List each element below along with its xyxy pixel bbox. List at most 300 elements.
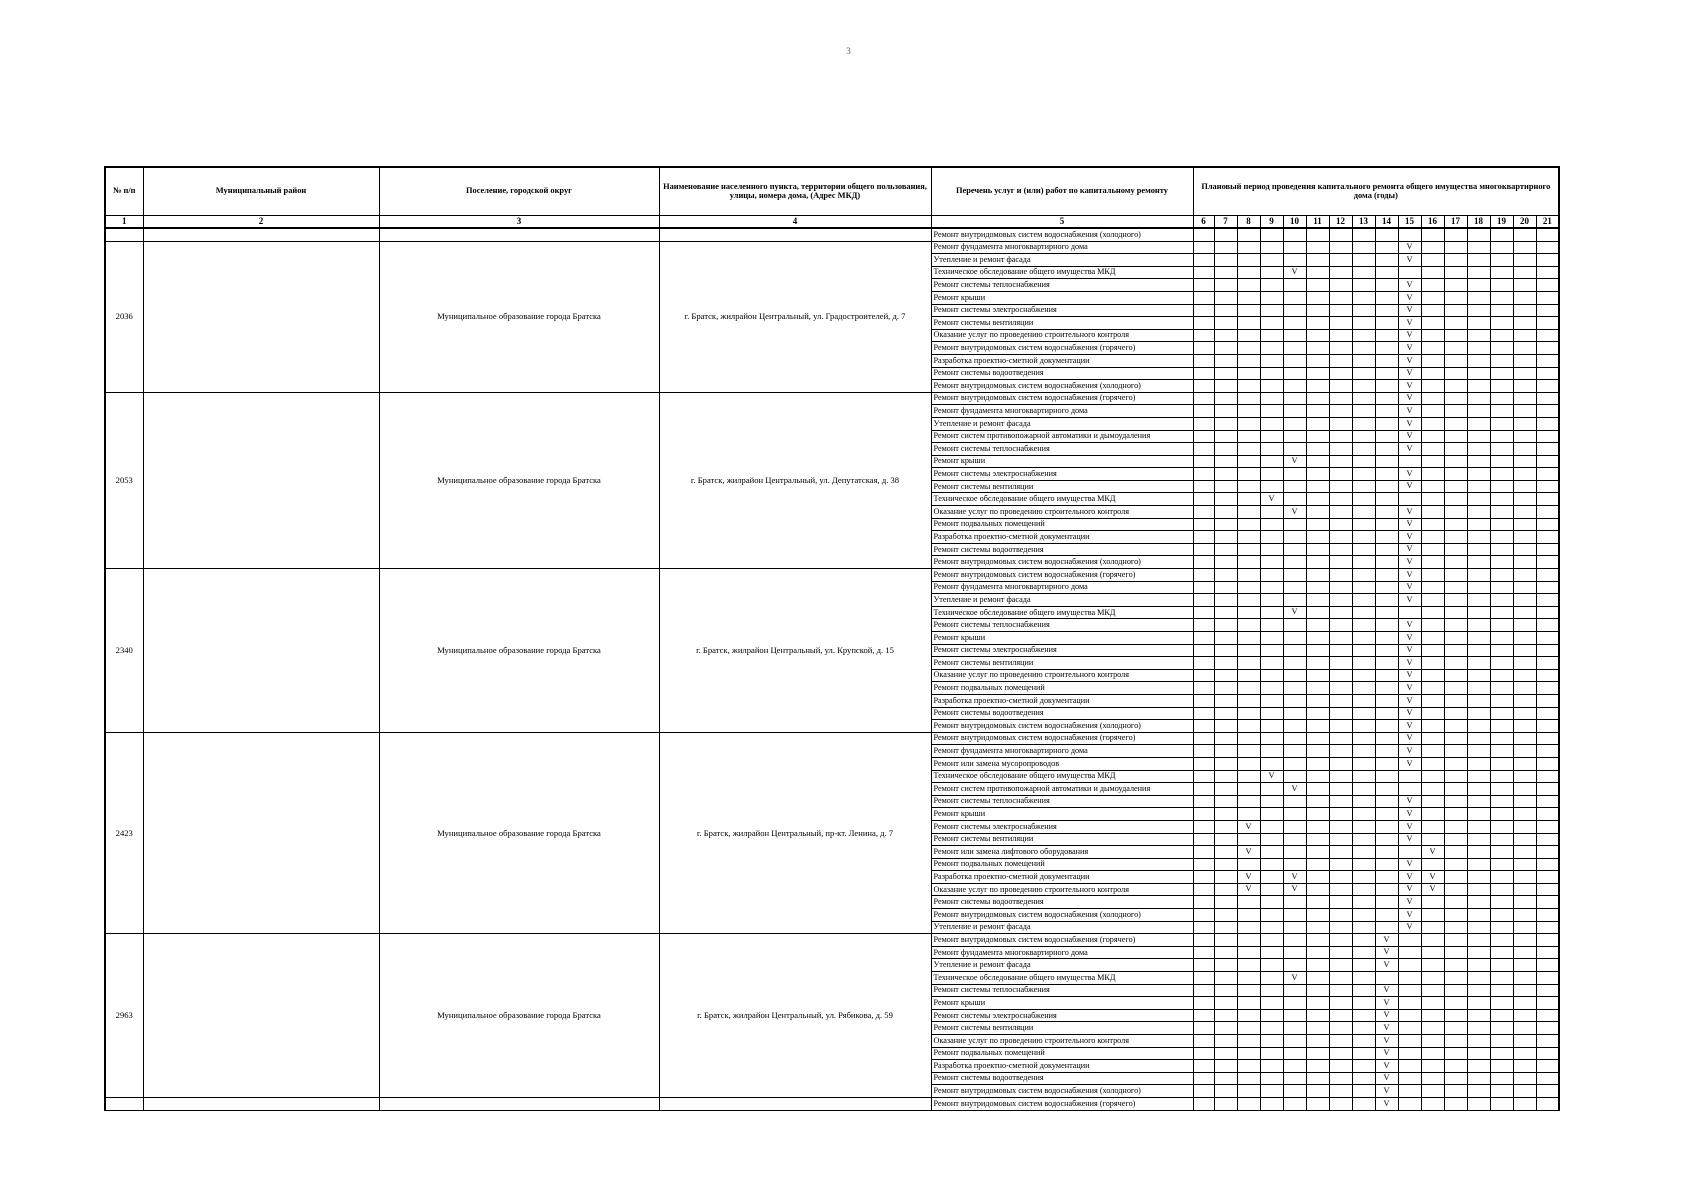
- year-cell-21: [1536, 506, 1559, 519]
- year-cell-19: [1490, 921, 1513, 934]
- year-cell-9: [1260, 745, 1283, 758]
- district-cell: [143, 392, 379, 568]
- year-cell-16: [1421, 795, 1444, 808]
- year-cell-20: [1513, 468, 1536, 481]
- year-cell-9: [1260, 632, 1283, 645]
- settlement-cell: [379, 1097, 659, 1110]
- year-cell-13: [1352, 543, 1375, 556]
- year-cell-6: [1193, 984, 1214, 997]
- year-cell-16: [1421, 1009, 1444, 1022]
- year-cell-18: [1467, 669, 1490, 682]
- year-cell-9: [1260, 304, 1283, 317]
- year-cell-11: [1306, 934, 1329, 947]
- year-cell-7: [1214, 443, 1237, 456]
- year-cell-7: [1214, 783, 1237, 796]
- year-cell-7: [1214, 228, 1237, 241]
- year-cell-21: [1536, 972, 1559, 985]
- year-cell-11: [1306, 304, 1329, 317]
- year-cell-14: [1375, 543, 1398, 556]
- year-cell-12: [1329, 984, 1352, 997]
- year-cell-20: [1513, 354, 1536, 367]
- year-cell-21: [1536, 644, 1559, 657]
- year-cell-8: [1237, 1047, 1260, 1060]
- year-cell-18: [1467, 329, 1490, 342]
- year-cell-15: [1398, 846, 1421, 859]
- year-cell-21: [1536, 984, 1559, 997]
- year-cell-20: [1513, 455, 1536, 468]
- year-cell-8: [1237, 342, 1260, 355]
- year-mark-9: V: [1260, 770, 1283, 783]
- work-item-cell: Ремонт системы теплоснабжения: [931, 984, 1193, 997]
- year-cell-13: [1352, 443, 1375, 456]
- col-header-address: Наименование населенного пункта, территории общего пользования, улицы, номера дома, (Адрес МКД): [659, 167, 931, 216]
- year-cell-20: [1513, 909, 1536, 922]
- year-cell-8: [1237, 1085, 1260, 1098]
- year-cell-20: [1513, 317, 1536, 330]
- year-mark-15: V: [1398, 304, 1421, 317]
- year-cell-19: [1490, 241, 1513, 254]
- year-cell-10: [1283, 405, 1306, 418]
- work-item-cell: Утепление и ремонт фасада: [931, 921, 1193, 934]
- year-cell-10: [1283, 254, 1306, 267]
- year-cell-12: [1329, 883, 1352, 896]
- work-item-cell: Ремонт внутридомовых систем водоснабжения (холодного): [931, 380, 1193, 393]
- year-cell-17: [1444, 581, 1467, 594]
- year-cell-7: [1214, 820, 1237, 833]
- year-cell-9: [1260, 443, 1283, 456]
- year-cell-18: [1467, 405, 1490, 418]
- year-cell-14: [1375, 506, 1398, 519]
- year-cell-6: [1193, 417, 1214, 430]
- year-cell-16: [1421, 468, 1444, 481]
- year-cell-21: [1536, 468, 1559, 481]
- year-cell-20: [1513, 405, 1536, 418]
- year-cell-17: [1444, 279, 1467, 292]
- year-cell-12: [1329, 946, 1352, 959]
- year-cell-14: [1375, 266, 1398, 279]
- year-cell-8: [1237, 644, 1260, 657]
- year-cell-18: [1467, 392, 1490, 405]
- year-cell-12: [1329, 1047, 1352, 1060]
- year-mark-15: V: [1398, 682, 1421, 695]
- year-cell-18: [1467, 720, 1490, 733]
- year-cell-7: [1214, 871, 1237, 884]
- year-cell-10: [1283, 392, 1306, 405]
- year-cell-15: [1398, 606, 1421, 619]
- work-item-cell: Утепление и ремонт фасада: [931, 254, 1193, 267]
- year-cell-11: [1306, 417, 1329, 430]
- year-cell-21: [1536, 732, 1559, 745]
- year-cell-19: [1490, 934, 1513, 947]
- work-item-cell: Оказание услуг по проведению строительного контроля: [931, 329, 1193, 342]
- year-cell-14: [1375, 455, 1398, 468]
- year-cell-7: [1214, 846, 1237, 859]
- year-cell-8: [1237, 455, 1260, 468]
- year-mark-14: V: [1375, 1035, 1398, 1048]
- year-cell-16: [1421, 367, 1444, 380]
- year-cell-15: [1398, 984, 1421, 997]
- work-item-cell: Ремонт системы вентиляции: [931, 480, 1193, 493]
- year-mark-14: V: [1375, 1072, 1398, 1085]
- year-cell-10: [1283, 657, 1306, 670]
- year-cell-8: [1237, 757, 1260, 770]
- year-cell-21: [1536, 858, 1559, 871]
- column-number-3: 3: [379, 216, 659, 229]
- year-cell-12: [1329, 342, 1352, 355]
- house-number-cell: [105, 1097, 143, 1110]
- address-cell: [659, 1097, 931, 1110]
- year-cell-16: [1421, 417, 1444, 430]
- year-cell-16: [1421, 984, 1444, 997]
- year-cell-11: [1306, 795, 1329, 808]
- year-cell-21: [1536, 279, 1559, 292]
- year-cell-16: [1421, 531, 1444, 544]
- year-cell-16: [1421, 972, 1444, 985]
- year-cell-21: [1536, 909, 1559, 922]
- year-cell-19: [1490, 228, 1513, 241]
- year-cell-17: [1444, 1085, 1467, 1098]
- year-cell-10: [1283, 896, 1306, 909]
- district-cell: [143, 228, 379, 241]
- year-cell-20: [1513, 682, 1536, 695]
- year-cell-8: [1237, 329, 1260, 342]
- year-cell-19: [1490, 997, 1513, 1010]
- year-cell-12: [1329, 569, 1352, 582]
- year-cell-21: [1536, 682, 1559, 695]
- year-cell-16: [1421, 1085, 1444, 1098]
- year-cell-18: [1467, 493, 1490, 506]
- year-cell-8: [1237, 569, 1260, 582]
- year-cell-12: [1329, 254, 1352, 267]
- year-cell-17: [1444, 720, 1467, 733]
- year-cell-10: [1283, 543, 1306, 556]
- column-number-11: 11: [1306, 216, 1329, 229]
- year-cell-12: [1329, 1072, 1352, 1085]
- year-cell-15: [1398, 946, 1421, 959]
- work-item-cell: Ремонт системы электроснабжения: [931, 1009, 1193, 1022]
- year-cell-17: [1444, 972, 1467, 985]
- year-cell-11: [1306, 808, 1329, 821]
- year-cell-18: [1467, 959, 1490, 972]
- year-cell-7: [1214, 367, 1237, 380]
- year-cell-19: [1490, 732, 1513, 745]
- year-cell-20: [1513, 506, 1536, 519]
- year-cell-21: [1536, 632, 1559, 645]
- year-cell-17: [1444, 707, 1467, 720]
- year-cell-19: [1490, 808, 1513, 821]
- year-cell-6: [1193, 455, 1214, 468]
- year-cell-16: [1421, 405, 1444, 418]
- year-cell-6: [1193, 493, 1214, 506]
- year-cell-21: [1536, 770, 1559, 783]
- year-mark-14: V: [1375, 959, 1398, 972]
- year-cell-11: [1306, 543, 1329, 556]
- year-cell-6: [1193, 594, 1214, 607]
- year-cell-20: [1513, 266, 1536, 279]
- year-cell-14: [1375, 820, 1398, 833]
- year-cell-19: [1490, 518, 1513, 531]
- year-cell-9: [1260, 342, 1283, 355]
- year-cell-12: [1329, 493, 1352, 506]
- year-cell-6: [1193, 820, 1214, 833]
- year-cell-20: [1513, 279, 1536, 292]
- year-mark-15: V: [1398, 518, 1421, 531]
- year-cell-9: [1260, 997, 1283, 1010]
- year-cell-13: [1352, 745, 1375, 758]
- year-cell-15: [1398, 770, 1421, 783]
- year-cell-19: [1490, 606, 1513, 619]
- year-mark-15: V: [1398, 367, 1421, 380]
- year-cell-9: [1260, 1060, 1283, 1073]
- year-cell-11: [1306, 254, 1329, 267]
- year-cell-12: [1329, 1035, 1352, 1048]
- year-cell-7: [1214, 266, 1237, 279]
- year-cell-7: [1214, 254, 1237, 267]
- year-cell-11: [1306, 1072, 1329, 1085]
- year-cell-6: [1193, 846, 1214, 859]
- year-cell-9: [1260, 959, 1283, 972]
- year-cell-6: [1193, 279, 1214, 292]
- year-cell-21: [1536, 896, 1559, 909]
- year-cell-13: [1352, 329, 1375, 342]
- year-cell-17: [1444, 795, 1467, 808]
- year-cell-13: [1352, 707, 1375, 720]
- year-cell-8: [1237, 694, 1260, 707]
- year-cell-6: [1193, 757, 1214, 770]
- year-cell-19: [1490, 1047, 1513, 1060]
- year-cell-20: [1513, 241, 1536, 254]
- year-cell-6: [1193, 506, 1214, 519]
- year-cell-21: [1536, 1060, 1559, 1073]
- year-cell-7: [1214, 518, 1237, 531]
- year-cell-9: [1260, 871, 1283, 884]
- year-cell-14: [1375, 329, 1398, 342]
- year-cell-19: [1490, 745, 1513, 758]
- year-cell-11: [1306, 846, 1329, 859]
- year-cell-7: [1214, 1085, 1237, 1098]
- year-cell-12: [1329, 619, 1352, 632]
- district-cell: [143, 1097, 379, 1110]
- year-cell-8: [1237, 946, 1260, 959]
- year-cell-13: [1352, 455, 1375, 468]
- house-number-cell: 2963: [105, 934, 143, 1098]
- year-mark-15: V: [1398, 921, 1421, 934]
- year-cell-20: [1513, 644, 1536, 657]
- year-cell-9: [1260, 972, 1283, 985]
- year-cell-17: [1444, 619, 1467, 632]
- year-cell-6: [1193, 1097, 1214, 1110]
- year-cell-13: [1352, 1085, 1375, 1098]
- year-cell-13: [1352, 1072, 1375, 1085]
- year-mark-15: V: [1398, 694, 1421, 707]
- year-cell-6: [1193, 531, 1214, 544]
- year-cell-21: [1536, 380, 1559, 393]
- year-cell-21: [1536, 317, 1559, 330]
- year-cell-12: [1329, 455, 1352, 468]
- year-mark-15: V: [1398, 254, 1421, 267]
- year-cell-11: [1306, 833, 1329, 846]
- work-item-cell: Ремонт системы водоотведения: [931, 1072, 1193, 1085]
- year-cell-17: [1444, 946, 1467, 959]
- settlement-cell: Муниципальное образование города Братска: [379, 241, 659, 392]
- year-cell-10: [1283, 581, 1306, 594]
- year-cell-17: [1444, 871, 1467, 884]
- year-cell-6: [1193, 732, 1214, 745]
- year-cell-8: [1237, 972, 1260, 985]
- year-cell-14: [1375, 354, 1398, 367]
- year-cell-9: [1260, 694, 1283, 707]
- year-cell-8: [1237, 543, 1260, 556]
- year-cell-9: [1260, 380, 1283, 393]
- year-mark-15: V: [1398, 619, 1421, 632]
- year-cell-9: [1260, 317, 1283, 330]
- year-cell-12: [1329, 531, 1352, 544]
- year-cell-12: [1329, 934, 1352, 947]
- year-cell-19: [1490, 795, 1513, 808]
- address-cell: г. Братск, жилрайон Центральный, ул. Крупской, д. 15: [659, 569, 931, 733]
- year-cell-12: [1329, 405, 1352, 418]
- year-cell-20: [1513, 480, 1536, 493]
- year-cell-11: [1306, 682, 1329, 695]
- year-cell-20: [1513, 732, 1536, 745]
- year-cell-17: [1444, 846, 1467, 859]
- year-cell-20: [1513, 329, 1536, 342]
- year-cell-8: [1237, 279, 1260, 292]
- year-cell-10: [1283, 820, 1306, 833]
- work-item-cell: Техническое обследование общего имущества МКД: [931, 972, 1193, 985]
- year-cell-6: [1193, 291, 1214, 304]
- district-cell: [143, 569, 379, 733]
- year-cell-13: [1352, 1047, 1375, 1060]
- year-cell-16: [1421, 770, 1444, 783]
- year-cell-18: [1467, 518, 1490, 531]
- year-cell-10: [1283, 946, 1306, 959]
- year-cell-14: [1375, 644, 1398, 657]
- year-cell-17: [1444, 455, 1467, 468]
- year-cell-16: [1421, 380, 1444, 393]
- year-cell-19: [1490, 909, 1513, 922]
- year-cell-20: [1513, 342, 1536, 355]
- year-cell-18: [1467, 745, 1490, 758]
- year-cell-7: [1214, 896, 1237, 909]
- year-cell-10: [1283, 1097, 1306, 1110]
- work-item-cell: Оказание услуг по проведению строительного контроля: [931, 883, 1193, 896]
- year-cell-16: [1421, 1072, 1444, 1085]
- year-mark-15: V: [1398, 480, 1421, 493]
- year-cell-13: [1352, 493, 1375, 506]
- year-mark-15: V: [1398, 669, 1421, 682]
- year-cell-16: [1421, 291, 1444, 304]
- year-cell-14: [1375, 619, 1398, 632]
- year-cell-7: [1214, 556, 1237, 569]
- year-cell-18: [1467, 972, 1490, 985]
- year-cell-13: [1352, 606, 1375, 619]
- year-cell-6: [1193, 430, 1214, 443]
- year-cell-10: [1283, 443, 1306, 456]
- year-cell-20: [1513, 984, 1536, 997]
- year-cell-18: [1467, 455, 1490, 468]
- work-item-cell: Ремонт или замена лифтового оборудования: [931, 846, 1193, 859]
- year-cell-13: [1352, 392, 1375, 405]
- year-cell-6: [1193, 669, 1214, 682]
- year-cell-19: [1490, 304, 1513, 317]
- year-cell-6: [1193, 392, 1214, 405]
- year-cell-6: [1193, 808, 1214, 821]
- year-mark-15: V: [1398, 543, 1421, 556]
- year-mark-10: V: [1283, 266, 1306, 279]
- year-cell-8: [1237, 380, 1260, 393]
- year-cell-11: [1306, 291, 1329, 304]
- year-cell-11: [1306, 946, 1329, 959]
- year-cell-16: [1421, 317, 1444, 330]
- year-cell-18: [1467, 934, 1490, 947]
- year-cell-8: [1237, 619, 1260, 632]
- work-item-cell: Техническое обследование общего имущества МКД: [931, 770, 1193, 783]
- column-number-16: 16: [1421, 216, 1444, 229]
- year-cell-21: [1536, 707, 1559, 720]
- year-cell-17: [1444, 531, 1467, 544]
- year-cell-10: [1283, 1022, 1306, 1035]
- year-mark-14: V: [1375, 934, 1398, 947]
- year-cell-12: [1329, 543, 1352, 556]
- year-cell-14: [1375, 304, 1398, 317]
- year-cell-6: [1193, 304, 1214, 317]
- year-cell-7: [1214, 669, 1237, 682]
- year-cell-21: [1536, 392, 1559, 405]
- work-item-cell: Ремонт системы вентиляции: [931, 833, 1193, 846]
- year-cell-19: [1490, 417, 1513, 430]
- year-mark-10: V: [1283, 883, 1306, 896]
- year-mark-15: V: [1398, 329, 1421, 342]
- year-mark-15: V: [1398, 808, 1421, 821]
- year-cell-20: [1513, 883, 1536, 896]
- year-cell-14: [1375, 556, 1398, 569]
- year-cell-18: [1467, 795, 1490, 808]
- col-header-district: Муниципальный район: [143, 167, 379, 216]
- year-cell-21: [1536, 1072, 1559, 1085]
- year-mark-15: V: [1398, 569, 1421, 582]
- year-cell-14: [1375, 757, 1398, 770]
- year-cell-11: [1306, 1060, 1329, 1073]
- year-cell-14: [1375, 254, 1398, 267]
- year-cell-21: [1536, 997, 1559, 1010]
- year-cell-6: [1193, 921, 1214, 934]
- year-cell-17: [1444, 317, 1467, 330]
- year-cell-7: [1214, 1035, 1237, 1048]
- year-mark-10: V: [1283, 972, 1306, 985]
- register-body: [105, 228, 1559, 1110]
- address-cell: г. Братск, жилрайон Центральный, пр-кт. Ленина, д. 7: [659, 732, 931, 934]
- year-cell-18: [1467, 770, 1490, 783]
- year-cell-8: [1237, 808, 1260, 821]
- year-cell-18: [1467, 707, 1490, 720]
- year-cell-21: [1536, 808, 1559, 821]
- year-cell-19: [1490, 959, 1513, 972]
- year-cell-16: [1421, 619, 1444, 632]
- year-cell-13: [1352, 946, 1375, 959]
- page-number: 3: [846, 46, 851, 56]
- year-cell-11: [1306, 241, 1329, 254]
- year-cell-11: [1306, 279, 1329, 292]
- year-mark-15: V: [1398, 430, 1421, 443]
- year-mark-10: V: [1283, 606, 1306, 619]
- year-cell-14: [1375, 720, 1398, 733]
- year-cell-8: [1237, 770, 1260, 783]
- year-cell-17: [1444, 367, 1467, 380]
- year-cell-18: [1467, 1085, 1490, 1098]
- year-cell-9: [1260, 581, 1283, 594]
- year-cell-17: [1444, 632, 1467, 645]
